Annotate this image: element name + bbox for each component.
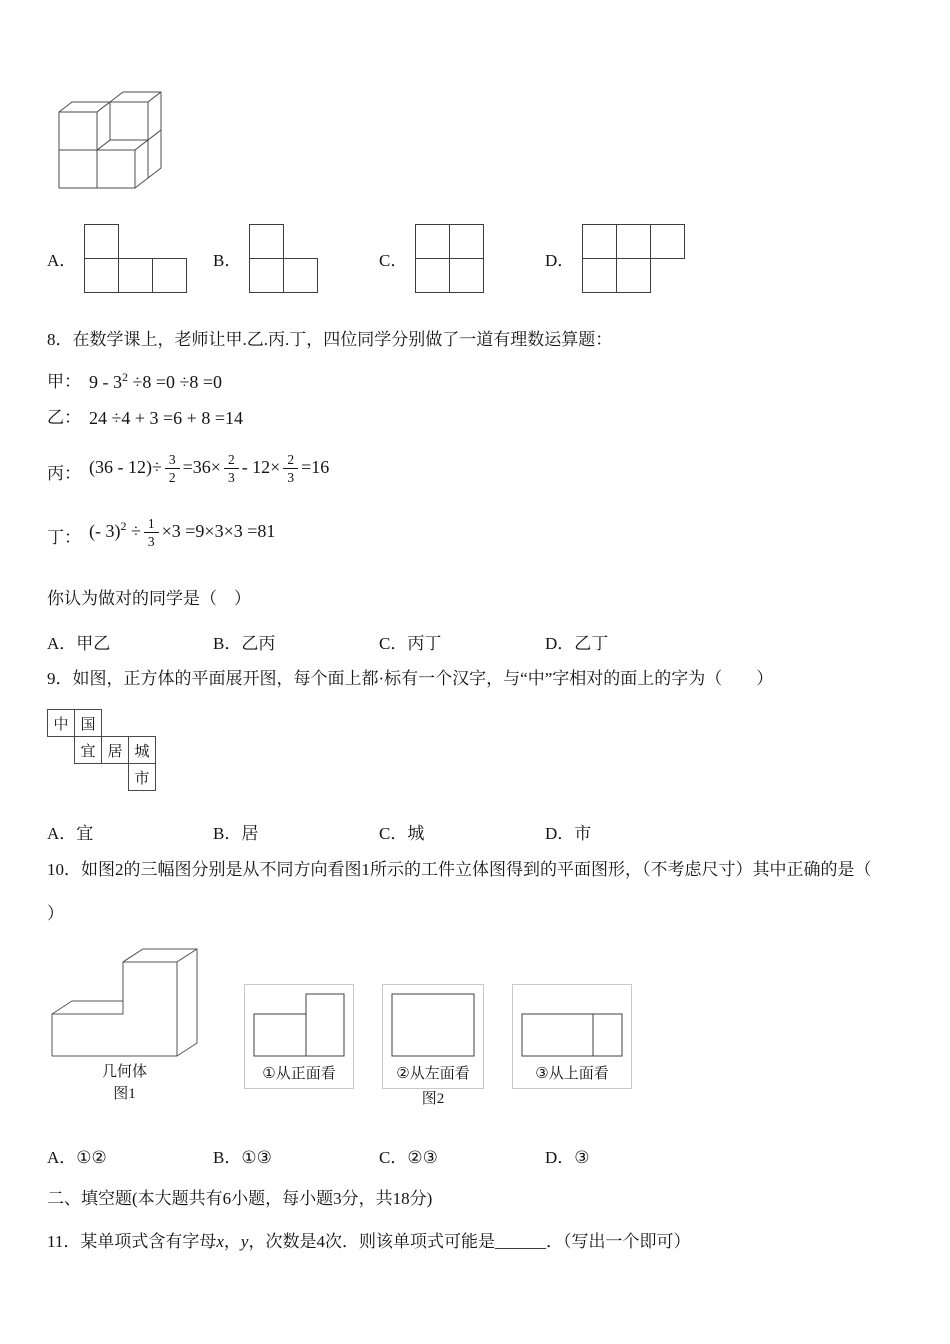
variable-x: x [216, 1231, 224, 1251]
q10-option-c: C．②③ [379, 1147, 438, 1167]
yi-expression: 24 ÷4 + 3 =6 + 8 =14 [89, 407, 243, 428]
fraction: $\frac{3}{2}$ [165, 452, 180, 486]
q10-left-view-column [382, 944, 484, 1111]
unit-square [415, 258, 450, 293]
variable-y: y [240, 1231, 249, 1251]
q10-top-view-group [512, 984, 632, 1089]
q9-option-a: A．宜 [47, 824, 94, 844]
q9-unfolding-figure [47, 709, 156, 791]
unit-square [650, 224, 685, 259]
q8-question: 你认为做对的同学是（ ） [47, 588, 251, 608]
q10-solid-figure [47, 944, 202, 1062]
q8-option-d: D．乙丁 [545, 634, 609, 653]
q8-stem: 8．在数学课上，老师让甲.乙.丙.丁，四位同学分别做了一道有理数运算题： [47, 330, 613, 349]
unfold-cell: 中 [47, 709, 75, 737]
bing-expression: (36 - 12)÷ $\frac{3}{2}$ =36× $\frac{2}{3}$ - 12× $\frac{2}{3}$ =16 [89, 451, 330, 486]
q9-options-row [47, 819, 906, 844]
q7-option-c-label: C． [379, 251, 408, 270]
jia-expression: $9 - 3^2 \div 8 =0 \div 8 =0$ [89, 370, 223, 393]
fraction: $\frac{2}{3}$ [283, 452, 298, 486]
student-yi-label: 乙： [47, 408, 81, 428]
q8-option-a: A．甲乙 [47, 634, 111, 653]
q8-options-row [47, 629, 906, 654]
fraction: $\frac{2}{3}$ [224, 452, 239, 486]
q8-option-b: B．乙丙 [213, 634, 276, 653]
q7-option-c-figure [415, 224, 484, 293]
q7-option-a [47, 224, 213, 293]
q10-front-view-group [244, 984, 354, 1089]
unit-square [415, 224, 450, 259]
q10-option-a: A．①② [47, 1147, 107, 1167]
unit-square [283, 258, 318, 293]
q9-option-b: B．居 [213, 824, 259, 844]
fig1-label: 图1 [113, 1085, 136, 1102]
top-view-caption: ③从上面看 [535, 1065, 609, 1082]
q7-option-d-label: D． [545, 251, 575, 270]
unit-square [152, 258, 187, 293]
q10-stem-line2: ） [47, 903, 64, 923]
q7-option-d [545, 224, 685, 293]
q10-stem-line1: 10．如图2的三幅图分别是从不同方向看图1所示的工件立体图得到的平面图形，（不考虑尺寸）其中正确的是（ [47, 860, 872, 880]
q10-option-b: B．①③ [213, 1147, 272, 1167]
unit-square [616, 258, 651, 293]
q8-student-ding [47, 516, 906, 550]
q7-option-b-label: B． [213, 251, 242, 270]
q7-option-a-label: A． [47, 251, 77, 270]
q7-option-b [213, 224, 379, 293]
q11-text: 11．某单项式含有字母x，y，次数是4次．则该单项式可能是______．（写出一个即可） [47, 1231, 691, 1251]
solid-caption: 几何体 [101, 1063, 147, 1080]
exponent: 2 [120, 518, 127, 533]
q8-student-bing [47, 452, 906, 486]
front-view-figure [253, 993, 345, 1057]
q7-cube-stack-figure [47, 86, 177, 191]
unfold-cell: 市 [128, 763, 156, 791]
unit-square [84, 224, 119, 259]
q8-student-jia [47, 370, 906, 393]
q9-option-c: C．城 [379, 824, 425, 844]
unit-square [582, 224, 617, 259]
q7-option-b-figure [249, 224, 318, 293]
q10-solid-figure-group [47, 944, 202, 1106]
unit-square [582, 258, 617, 293]
unit-square [84, 258, 119, 293]
left-view-figure [391, 993, 475, 1057]
q7-options-row [47, 224, 906, 293]
unfold-cell: 城 [128, 736, 156, 764]
q10-left-view-group [382, 984, 484, 1089]
section2-title: 二、填空题(本大题共有6小题，每小题3分，共18分) [47, 1188, 433, 1208]
unit-square [118, 258, 153, 293]
q10-figures-row [47, 944, 906, 1111]
q8-student-yi [47, 407, 906, 429]
unfold-cell: 国 [74, 709, 102, 737]
q10-option-d: D．③ [545, 1147, 590, 1167]
q7-option-d-figure [582, 224, 685, 293]
front-view-caption: ①从正面看 [262, 1065, 336, 1082]
exponent: 2 [122, 370, 128, 385]
unit-square [616, 224, 651, 259]
q7-option-a-figure [84, 224, 187, 293]
unfold-cell: 宜 [74, 736, 102, 764]
unit-square [449, 258, 484, 293]
q8-option-c: C．丙丁 [379, 634, 442, 653]
q10-options-row [47, 1143, 906, 1168]
fig2-label: 图2 [421, 1090, 445, 1107]
fraction: $\frac{1}{3}$ [144, 516, 159, 550]
q9-option-d: D．市 [545, 824, 592, 844]
student-ding-label: 丁： [47, 528, 81, 548]
student-jia-label: 甲： [47, 372, 81, 392]
student-bing-label: 丙： [47, 464, 81, 484]
unit-square [449, 224, 484, 259]
top-view-figure [521, 993, 623, 1057]
unfold-cell: 居 [101, 736, 129, 764]
left-view-caption: ②从左面看 [396, 1065, 470, 1082]
ding-expression: (- 3)$^2$ ÷ $\frac{1}{3}$ ×3 =9×3×3 =81 [89, 515, 276, 550]
unit-square [249, 258, 284, 293]
q9-stem: 9．如图，正方体的平面展开图，每个面上都·标有一个汉字，与“中”字相对的面上的字为（ ） [47, 669, 774, 688]
q7-option-c [379, 224, 545, 293]
unit-square [249, 224, 284, 259]
